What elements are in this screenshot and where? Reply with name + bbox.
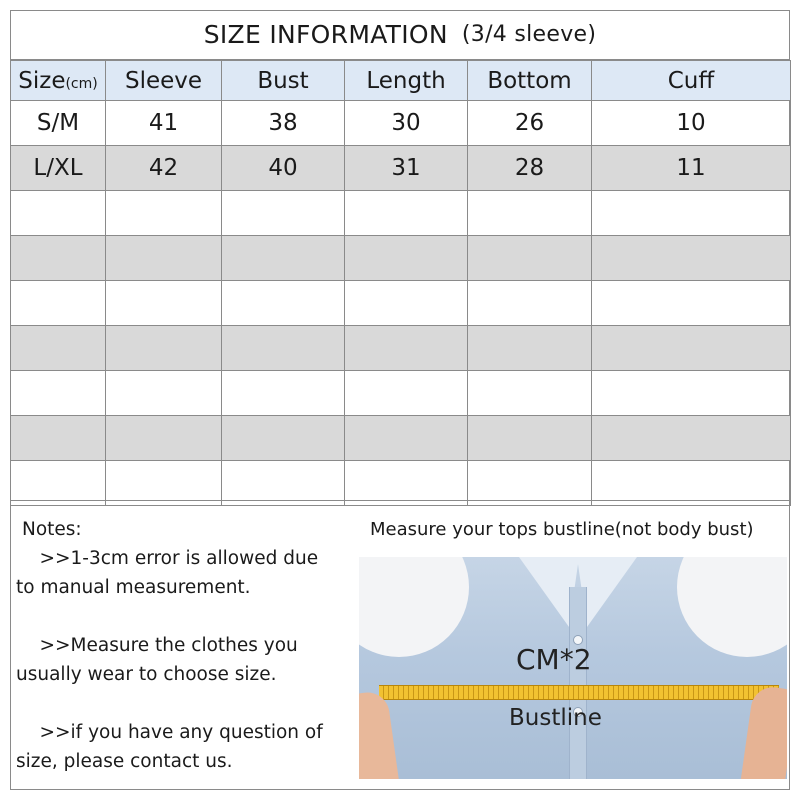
cell-bust: 40 xyxy=(222,146,345,191)
title-sub: (3/4 sleeve) xyxy=(461,22,597,47)
notes-heading: Notes: xyxy=(22,519,82,540)
shirt-measure-illustration xyxy=(359,557,787,779)
shirt-placket xyxy=(569,587,587,779)
table-row xyxy=(11,101,791,146)
cell-bottom: 28 xyxy=(468,146,592,191)
cell-cuff: 10 xyxy=(592,101,791,146)
note-item: >>1-3cm error is allowed due to manual measurement. xyxy=(16,548,324,598)
note-item: >>Measure the clothes you usually wear to choose size. xyxy=(16,635,304,685)
cell-bottom: 26 xyxy=(468,101,592,146)
notes xyxy=(16,515,341,805)
background-shape xyxy=(677,557,787,657)
cell-bust: 38 xyxy=(222,101,345,146)
background-shape xyxy=(359,557,469,657)
table-header-row xyxy=(11,61,791,101)
notes-and-measure-section xyxy=(10,500,790,791)
cm-times-two-label: CM*2 xyxy=(516,643,592,676)
header-length: Length xyxy=(345,61,468,101)
measure-caption: Measure your tops bustline(not body bust) xyxy=(370,519,754,540)
empty-row xyxy=(11,236,791,281)
empty-row xyxy=(11,371,791,416)
empty-row xyxy=(11,191,791,236)
header-cuff: Cuff xyxy=(592,61,791,101)
measuring-tape xyxy=(379,685,779,700)
cell-length: 31 xyxy=(345,146,468,191)
header-sleeve: Sleeve xyxy=(106,61,222,101)
size-table xyxy=(10,60,791,506)
left-hand xyxy=(359,690,399,779)
note-item: >>if you have any question of size, please contact us. xyxy=(16,722,329,772)
row-size: S/M xyxy=(11,101,106,146)
row-size: L/XL xyxy=(11,146,106,191)
cell-sleeve: 42 xyxy=(106,146,222,191)
header-size: Size(cm) xyxy=(11,61,106,101)
empty-row xyxy=(11,326,791,371)
cell-length: 30 xyxy=(345,101,468,146)
empty-row xyxy=(11,416,791,461)
table-row xyxy=(11,146,791,191)
size-info-title xyxy=(10,10,790,60)
header-bottom: Bottom xyxy=(468,61,592,101)
empty-row xyxy=(11,461,791,506)
header-bust: Bust xyxy=(222,61,345,101)
bustline-label: Bustline xyxy=(509,705,602,731)
cell-sleeve: 41 xyxy=(106,101,222,146)
empty-row xyxy=(11,281,791,326)
title-main: SIZE INFORMATION xyxy=(203,20,448,49)
cell-cuff: 11 xyxy=(592,146,791,191)
